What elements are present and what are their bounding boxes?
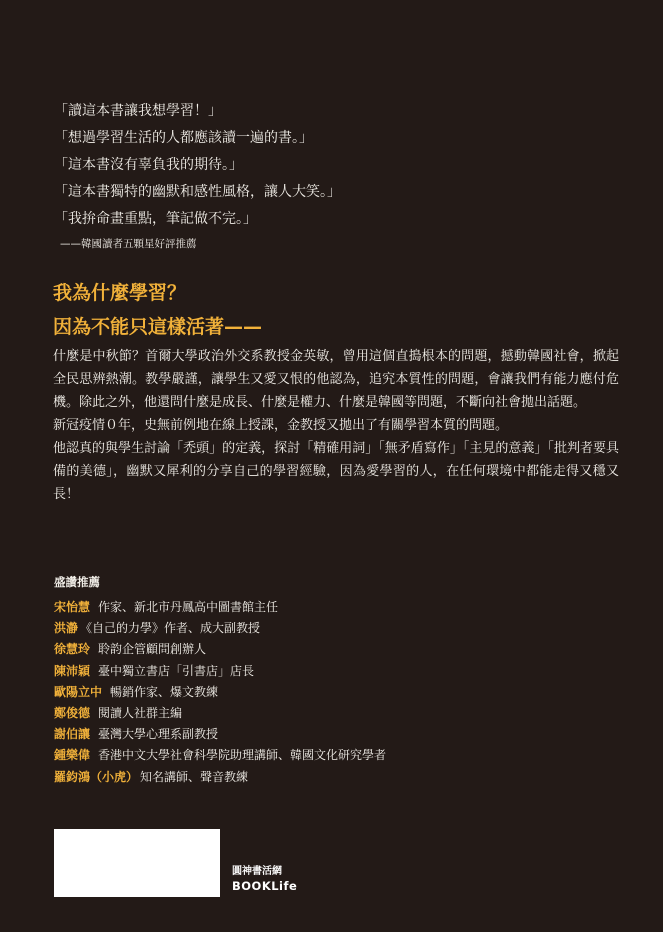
reader-quote: 「這本書沒有辜負我的期待。」 <box>54 157 243 173</box>
recommender-item <box>54 703 614 724</box>
recommender-name: 鄭俊德 <box>54 705 91 720</box>
recommender-name: 宋怡慧 <box>54 600 91 614</box>
recommender-title: 香港中文大學社會科學院助理講師、韓國文化研究學者 <box>98 748 387 763</box>
recommender-title: 《自己的力學》作者、成大副教授 <box>80 621 261 636</box>
recommender-name: 鍾樂偉 <box>54 748 91 763</box>
recommender-item <box>54 618 614 639</box>
reader-quote: 「我拚命畫重點，筆記做不完。」 <box>54 211 257 227</box>
quote-attribution: ——韓國讀者五顆星好評推薦 <box>60 238 197 250</box>
headline-line-2: 因為不能只這樣活著—— <box>53 316 263 338</box>
recommender-item <box>54 682 614 703</box>
publisher-name-en: BOOKLife <box>232 879 298 893</box>
recommender-item <box>54 661 614 682</box>
headline <box>53 276 262 344</box>
recommender-name: 洪瀞 <box>54 621 79 636</box>
description-paragraph: 他認真的與學生討論「禿頭」的定義，探討「精確用詞」「無矛盾寫作」「主見的意義」「批判者要具備的美德」，幽默又犀利的分享自己的學習經驗，因為愛學習的人，在任何環境中都能走得又穩又長！ <box>53 441 619 502</box>
recommender-title: 作家、新北市丹鳳高中圖書館主任 <box>98 600 279 614</box>
reader-quotes <box>54 103 614 251</box>
recommender-title: 臺灣大學心理系副教授 <box>98 727 219 742</box>
reader-quote: 「讀這本書讓我想學習！」 <box>54 103 222 119</box>
reader-quote: 「想過學習生活的人都應該讀一遍的書。」 <box>54 130 313 146</box>
recommender-name: 徐慧玲 <box>54 642 91 657</box>
recommender-title: 暢銷作家、爆文教練 <box>110 684 219 699</box>
publisher-name-cn: 圓神書活網 <box>232 866 282 877</box>
recommender-name: 陳沛穎 <box>54 663 91 678</box>
recommender-name: 歐陽立中 <box>54 684 103 699</box>
recommender-item <box>54 724 614 745</box>
recommendations-heading: 盛讚推薦 <box>54 575 100 589</box>
recommender-title: 臺中獨立書店「引書店」店長 <box>98 663 255 678</box>
recommendations-list <box>54 597 614 788</box>
recommender-name: 羅鈞鴻（小虎） <box>54 769 139 784</box>
recommender-item <box>54 767 614 788</box>
book-description <box>53 345 619 506</box>
recommender-item <box>54 745 614 766</box>
publisher-logo <box>232 866 297 894</box>
description-paragraph: 新冠疫情０年，史無前例地在線上授課，金教授又拋出了有關學習本質的問題。 <box>53 418 509 433</box>
recommender-item <box>54 597 614 618</box>
recommender-title: 閱讀人社群主編 <box>98 705 183 720</box>
headline-line-1: 我為什麼學習？ <box>53 282 187 304</box>
reader-quote: 「這本書獨特的幽默和感性風格，讓人大笑。」 <box>54 184 341 200</box>
recommender-title: 知名講師、聲音教練 <box>140 769 249 784</box>
description-paragraph: 什麼是中秋節？首爾大學政治外交系教授金英敏，曾用這個直搗根本的問題，撼動韓國社會，掀起全民思辨熱潮。教學嚴謹，讓學生又愛又恨的他認為，追究本質性的問題，會讓我們有能力應付危機。除此之外，他還問什麼是成長、什麼是權力、什麼是韓國等問題，不斷向社會拋出話題。 <box>53 349 619 410</box>
recommender-title: 聆韵企管顧問創辦人 <box>98 642 207 657</box>
barcode-area <box>54 829 220 897</box>
recommender-item <box>54 639 614 660</box>
recommender-name: 謝伯讓 <box>54 727 91 742</box>
